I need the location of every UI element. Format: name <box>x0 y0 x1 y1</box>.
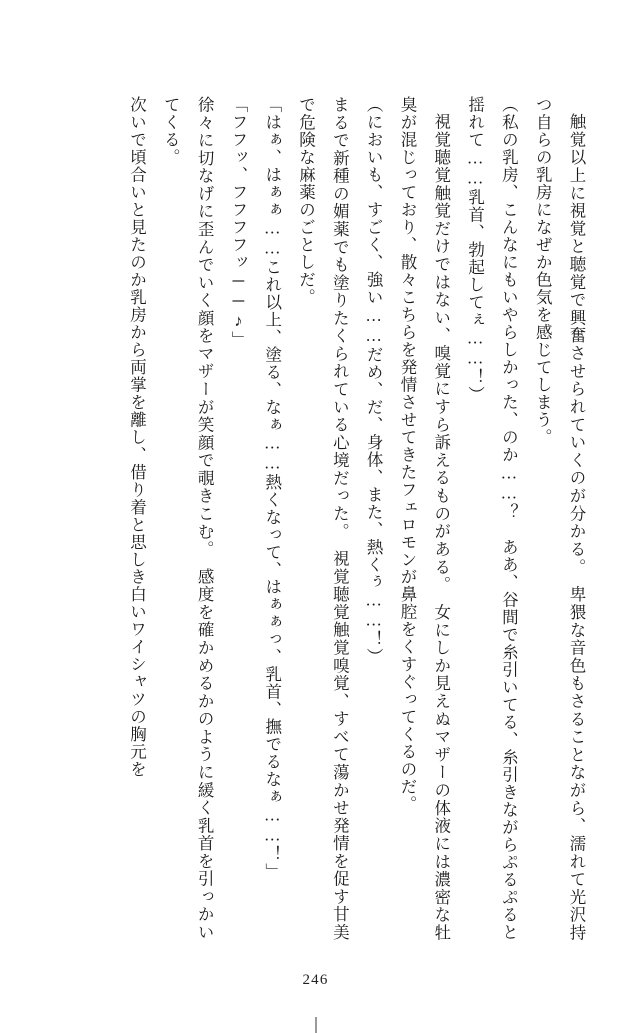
page-body-text <box>38 96 593 941</box>
paragraph: 触覚以上に視覚と聴覚で興奮させられていくのが分かる。 卑猥な音色もさることながら、濡れて光沢持つ自らの乳房になぜか色気を感じてしまう。 <box>533 96 586 941</box>
paragraph: まるで新種の媚薬でも塗りたくられている心境だった。 視覚聴覚触覚嗅覚、すべて蕩かせ発情を促す甘美で危険な麻薬のごとしだ。 <box>296 96 350 941</box>
paragraph: （私の乳房、こんなにもいやらしかった、のか……？ ああ、谷間で糸引いてる、糸引きながらぷるぷると揺れて……乳首、勃起してぇ……！） <box>465 96 519 941</box>
paragraph: 「フフッ、フフフフッ──♪」 <box>228 96 248 349</box>
paragraph: 次いで頃合いと見たのか乳房から両掌を離し、借り着と思しき白いワイシャツの胸元を <box>127 96 147 779</box>
paragraph: 視覚聴覚触覚だけではない、嗅覚にすら訴えるものがある。 女にしか見えぬマザーの体液には濃密な牡臭が混じっており、散々こちらを発情させてきたフェロモンが鼻腔をくすぐってくるのだ。 <box>397 96 451 941</box>
spine-mark <box>315 1017 317 1033</box>
page-number: 246 <box>302 972 329 988</box>
paragraph: 「はぁ、はぁぁ……これ以上、塗る、なぁ……熱くなって、はぁぁっ、乳首、撫でるなぁ……！」 <box>262 96 282 881</box>
paragraph: （においも、すごく、強い……だめ、だ、身体、また、熱くぅ……！） <box>364 96 384 666</box>
paragraph: 徐々に切なげに歪んでいく顔をマザーが笑顔で覗きこむ。 感度を確かめるかのように緩く乳首を引っかいてくる。 <box>161 96 215 941</box>
